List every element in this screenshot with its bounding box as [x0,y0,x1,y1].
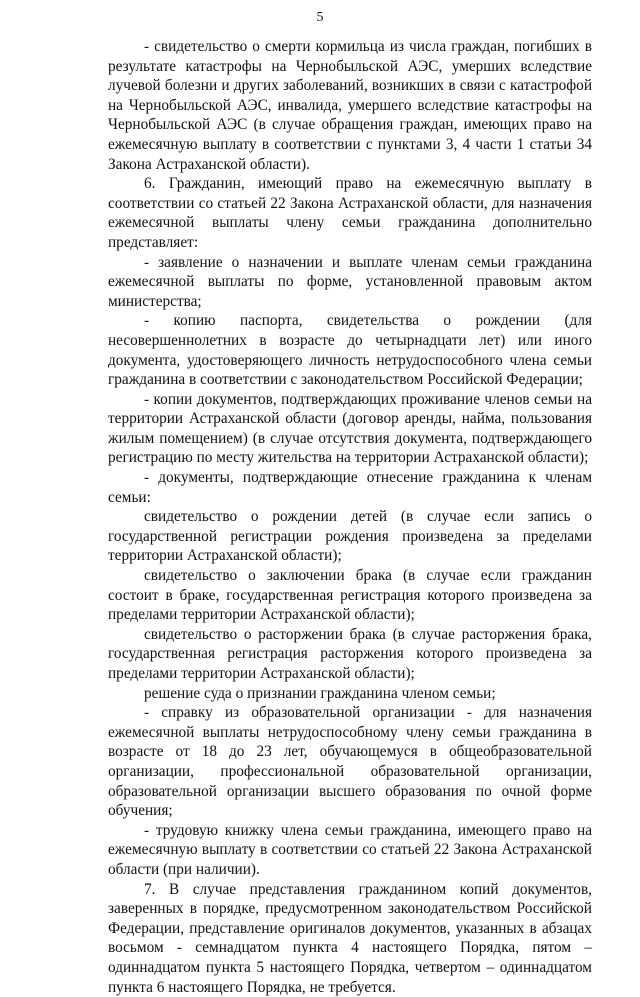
document-body [108,37,592,997]
paragraph: - копию паспорта, свидетельства о рождении (для несовершеннолетних в возрасте до четырнадцати лет) или иного документа, удостоверяющего личность нетрудоспособного члена семьи гражданина в соответствии с законодательством Российской Федерации; [108,312,592,389]
paragraph: - трудовую книжку члена семьи гражданина, имеющего право на ежемесячную выплату в соответствии со статьей 22 Закона Астраханской области (при наличии). [108,821,592,878]
paragraph: свидетельство о заключении брака (в случае если гражданин состоит в браке, государственная регистрация которого произведена за пределами территории Астраханской области); [108,567,592,624]
paragraph: - свидетельство о смерти кормильца из числа граждан, погибших в результате катастрофы на Чернобыльской АЭС, умерших вследствие лучевой болезни и других заболеваний, возникших в связи с катастрофой на Чернобыльской АЭС, инвалида, умершего вследствие катастрофы на Чернобыльской АЭС (в случае обращения граждан, имеющих право на ежемесячную выплату в соответствии с пунктами 3, 4 части 1 статьи 34 Закона Астраханской области). [108,38,592,173]
paragraph: свидетельство о расторжении брака (в случае расторжения брака, государственная регистрация расторжения которого произведена за пределами территории Астраханской области); [108,625,592,682]
paragraph: свидетельство о рождении детей (в случае если запись о государственной регистрации рождения произведена за пределами территории Астраханской области); [108,508,592,565]
paragraph: 7. В случае представления гражданином копий документов, заверенных в порядке, предусмотренном законодательством Российской Федерации, представление оригиналов документов, указанных в абзацах восьмом - семнадцатом пункта 4 настоящего Порядка, пятом – одиннадцатом пункта 5 настоящего Порядка, четвертом – одиннадцатом пункта 6 настоящего Порядка, не требуется. [108,880,592,996]
page-number: 5 [316,10,324,25]
paragraph: решение суда о признании гражданина членом семьи; [144,684,496,702]
paragraph: 6. Гражданин, имеющий право на ежемесячную выплату в соответствии со статьей 22 Закона Астраханской области, для назначения ежемесячной выплаты члену семьи гражданина дополнительно представляет: [108,175,592,251]
paragraph: - копии документов, подтверждающих проживание членов семьи на территории Астраханской области (договор аренды, найма, пользования жилым помещением) (в случае отсутствия документа, подтверждающего регистрацию по месту жительства на территории Астраханской области); [108,390,592,467]
paragraph: - справку из образовательной организации - для назначения ежемесячной выплаты нетрудоспособному члену семьи гражданина в возрасте от 18 до 23 лет, обучающемуся в общеобразовательной организации, профессиональной образовательной организации, образовательной организации высшего образования по очной форме обучения; [108,704,592,820]
paragraph: - заявление о назначении и выплате членам семьи гражданина ежемесячной выплаты по форме, установленной правовым актом министерства; [108,253,592,310]
paragraph: - документы, подтверждающие отнесение гражданина к членам семьи: [108,469,592,506]
